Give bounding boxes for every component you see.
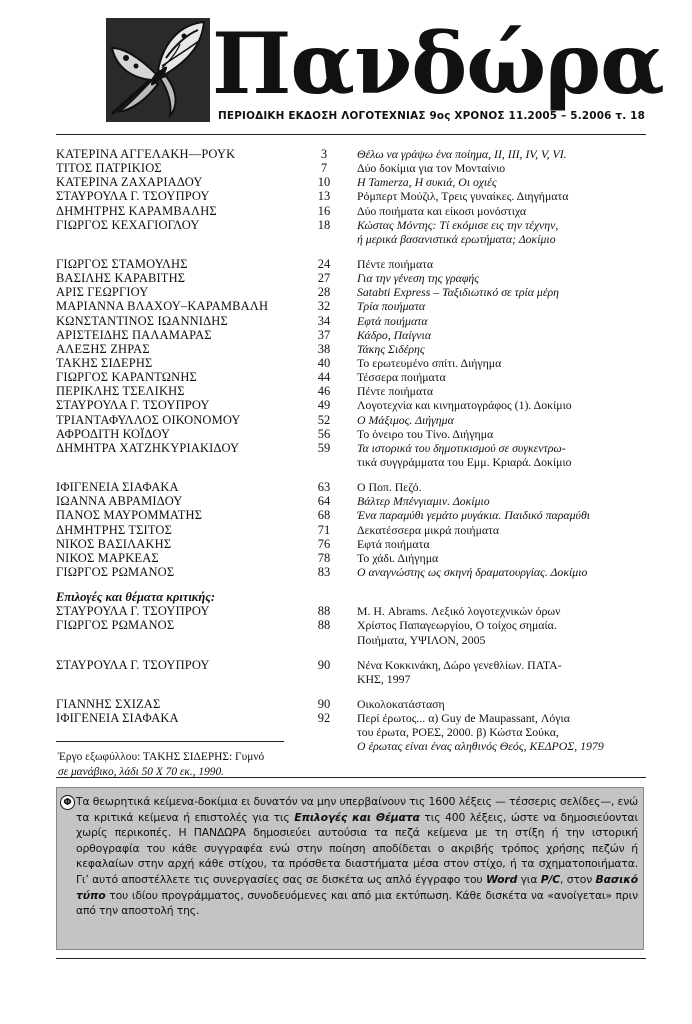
toc-author: ΣΤΑΥΡΟΥΛΑ Γ. ΤΣΟΥΠΡΟΥ	[56, 604, 210, 619]
toc-page-number: 40	[317, 355, 331, 370]
toc-author: ΙΩΑΝΝΑ ΑΒΡΑΜΙΔΟΥ	[56, 494, 183, 509]
toc-title: του έρωτα, ΡΟΕΣ, 2000. β) Κώστα Σούκα,	[357, 725, 559, 740]
notice-top-rule	[56, 777, 646, 778]
toc-entry	[56, 604, 646, 618]
toc-author: ΑΦΡΟΔΙΤΗ ΚΟΪΔΟΥ	[56, 426, 171, 441]
toc-page-number: 76	[317, 536, 331, 551]
toc-title: Δύο δοκίμια για τον Μονταίνιο	[357, 161, 506, 176]
toc-page-number: 63	[317, 480, 331, 495]
toc-title: Δύο ποιήματα και είκοσι μονόστιχα	[357, 203, 527, 218]
cover-credit-line: Έργο εξωφύλλου: ΤΑΚΗΣ ΣΙΔΕΡΗΣ: Γυμνό	[58, 751, 265, 763]
toc-entry	[56, 175, 646, 189]
toc-title: Ο έρωτας είναι ένας αληθινός Θεός, ΚΕΔΡΟΣ, 1979	[357, 739, 604, 754]
toc-entry	[56, 697, 646, 711]
toc-page-number: 90	[317, 696, 331, 711]
toc-entry	[56, 314, 646, 328]
toc-page-number: 88	[317, 618, 331, 633]
toc-entry	[56, 711, 646, 725]
toc-title: Τάκης Σιδέρης	[357, 341, 425, 356]
toc-author: ΙΦΙΓΕΝΕΙΑ ΣΙΑΦΑΚΑ	[56, 480, 179, 495]
toc-title: Θέλω να γράψω ένα ποίημα, ΙΙ, ΙΙΙ, IV, V, VI.	[357, 147, 567, 161]
toc-title: Χρίστος Παπαγεωργίου, Ο τοίχος σημαία.	[357, 618, 557, 633]
toc-title: Εφτά ποιήματα	[357, 313, 428, 328]
toc-author: ΒΑΣΙΛΗΣ ΚΑΡΑΒΙΤΗΣ	[56, 271, 186, 286]
toc-title: Το ερωτευμένο σπίτι. Διήγημα	[357, 355, 502, 370]
toc-entry	[56, 725, 646, 739]
toc-title: Η Tamerza, Η συκιά, Οι οχιές	[357, 175, 497, 190]
toc-entry	[56, 658, 646, 672]
toc-author: ΑΡΙΣ ΓΕΩΡΓΙΟΥ	[56, 285, 149, 300]
toc-title: Κάδρο, Παίγνια	[357, 327, 432, 342]
toc-author: ΓΙΩΡΓΟΣ ΚΑΡΑΝΤΩΝΗΣ	[56, 370, 197, 385]
toc-author: ΤΑΚΗΣ ΣΙΔΕΡΗΣ	[56, 355, 153, 370]
toc-title: Οικολοκατάσταση	[357, 696, 445, 711]
toc-title: Ο Μάξιμος. Διήγημα	[357, 412, 454, 427]
butterfly-icon	[106, 18, 210, 122]
toc-author: ΜΑΡΙΑΝΝΑ ΒΛΑΧΟΥ–ΚΑΡΑΜΒΑΛΗ	[56, 299, 269, 314]
toc-page-number: 18	[317, 217, 331, 232]
toc-entry	[56, 204, 646, 218]
toc-entry	[56, 147, 646, 161]
note-rule	[56, 741, 284, 742]
toc-page-number: 88	[317, 604, 331, 619]
toc-author: ΓΙΩΡΓΟΣ ΡΩΜΑΝΟΣ	[56, 618, 175, 633]
toc-author: ΣΤΑΥΡΟΥΛΑ Γ. ΤΣΟΥΠΡΟΥ	[56, 398, 210, 413]
toc-entry	[56, 232, 646, 246]
toc-page-number: 71	[317, 522, 331, 537]
toc-page-number: 38	[317, 341, 331, 356]
toc-author: ΔΗΜΗΤΡΗΣ ΤΣΙΤΟΣ	[56, 522, 173, 537]
toc-title: Πέντε ποιήματα	[357, 256, 434, 271]
toc-title: Τρία ποιήματα	[357, 299, 426, 314]
toc-entry	[56, 257, 646, 271]
toc-entry	[56, 633, 646, 647]
toc-entry	[56, 285, 646, 299]
toc-author: ΙΦΙΓΕΝΕΙΑ ΣΙΑΦΑΚΑ	[56, 711, 179, 726]
toc-title: τικά συγγράμματα του Εμμ. Κριαρά. Δοκίμιο	[357, 454, 572, 469]
toc-entry	[56, 494, 646, 508]
toc-author: ΤΙΤΟΣ ΠΑΤΡΙΚΙΟΣ	[56, 161, 162, 176]
toc-entry	[56, 342, 646, 356]
toc-page-number: 44	[317, 370, 331, 385]
cover-credit-line: σε μανάβικο, λάδι 50 Χ 70 εκ., 1990.	[58, 766, 225, 778]
toc-entry	[56, 508, 646, 522]
toc-entry	[56, 384, 646, 398]
toc-title: Ο αναγνώστης ως σκηνή δραματουργίας. Δοκίμιο	[357, 564, 588, 579]
toc-entry	[56, 189, 646, 203]
toc-title: Τέσσερα ποιήματα	[357, 370, 446, 385]
top-rule	[56, 134, 646, 135]
toc-author: ΣΤΑΥΡΟΥΛΑ Γ. ΤΣΟΥΠΡΟΥ	[56, 189, 210, 204]
toc-page-number: 64	[317, 494, 331, 509]
toc-author: ΚΑΤΕΡΙΝΑ ΑΓΓΕΛΑΚΗ—ΡΟΥΚ	[56, 147, 236, 161]
toc-title: Δεκατέσσερα μικρά ποιήματα	[357, 522, 500, 537]
toc-title: Ένα παραμύθι γεμάτο μυγάκια. Παιδικό παραμύθι	[357, 508, 591, 523]
toc-title: Ποιήματα, ΥΨΙΛΟΝ, 2005	[357, 632, 486, 647]
toc-page-number: 13	[317, 189, 331, 204]
toc-title: Satabti Express – Ταξιδιωτικό σε τρία μέρη	[357, 285, 559, 300]
toc-page-number: 27	[317, 271, 331, 286]
toc-entry	[56, 398, 646, 412]
table-of-contents	[56, 147, 646, 753]
issue-subtitle: ΠΕΡΙΟΔΙΚΗ ΕΚΔΟΣΗ ΛΟΓΟΤΕΧΝΙΑΣ 9ος ΧΡΟΝΟΣ 11.2005 – 5.2006 τ. 18	[218, 110, 646, 122]
toc-author: ΑΛΕΞΗΣ ΖΗΡΑΣ	[56, 341, 150, 356]
toc-page-number: 92	[317, 711, 331, 726]
journal-title: Πανδώρα	[212, 14, 664, 113]
toc-entry	[56, 480, 646, 494]
toc-page-number: 52	[317, 412, 331, 427]
toc-author: ΑΡΙΣΤΕΙΔΗΣ ΠΑΛΑΜΑΡΑΣ	[56, 327, 212, 342]
toc-page-number: 68	[317, 508, 331, 523]
toc-entry	[56, 441, 646, 455]
toc-entry	[56, 537, 646, 551]
toc-title: ΚΗΣ, 1997	[357, 671, 411, 686]
toc-entry	[56, 551, 646, 565]
toc-author: ΚΩΝΣΤΑΝΤΙΝΟΣ ΙΩΑΝΝΙΔΗΣ	[56, 313, 228, 328]
toc-title: Ο Ποπ. Πεζό.	[357, 480, 422, 495]
toc-page-number: 46	[317, 384, 331, 399]
toc-page-number: 78	[317, 550, 331, 565]
toc-author: ΤΡΙΑΝΤΑΦΥΛΛΟΣ ΟΙΚΟΝΟΜΟΥ	[56, 412, 241, 427]
toc-author: ΣΤΑΥΡΟΥΛΑ Γ. ΤΣΟΥΠΡΟΥ	[56, 657, 210, 672]
toc-entry	[56, 672, 646, 686]
toc-entry	[56, 299, 646, 313]
toc-title: Βάλτερ Μπένγιαμιν. Δοκίμιο	[357, 494, 490, 509]
toc-title: Νένα Κοκκινάκη, Δώρο γενεθλίων. ΠΑΤΑ-	[357, 657, 562, 672]
toc-entry	[56, 328, 646, 342]
toc-entry	[56, 523, 646, 537]
toc-section-heading	[56, 590, 646, 604]
toc-page-number: 28	[317, 285, 331, 300]
toc-author: ΔΗΜΗΤΡΑ ΧΑΤΖΗΚΥΡΙΑΚΙΔΟΥ	[56, 440, 240, 455]
toc-author: ΓΙΩΡΓΟΣ ΚΕΧΑΓΙΟΓΛΟΥ	[56, 217, 200, 232]
section-heading: Επιλογές και θέματα κριτικής:	[56, 590, 216, 605]
toc-entry	[56, 413, 646, 427]
toc-page-number: 32	[317, 299, 331, 314]
toc-title: Κώστας Μόντης: Τί εκόμισε εις την τέχνην,	[357, 217, 559, 232]
toc-title: Το χάδι. Διήγημα	[357, 550, 439, 565]
toc-title: Το όνειρο του Τίνο. Διήγημα	[357, 426, 494, 441]
toc-entry	[56, 565, 646, 579]
toc-title: Μ. Η. Abrams. Λεξικό λογοτεχνικών όρων	[357, 604, 561, 619]
toc-page-number: 37	[317, 327, 331, 342]
toc-entry	[56, 356, 646, 370]
toc-author: ΝΙΚΟΣ ΒΑΣΙΛΑΚΗΣ	[56, 536, 172, 551]
toc-author: ΓΙΑΝΝΗΣ ΣΧΙΖΑΣ	[56, 696, 161, 711]
toc-page-number: 90	[317, 657, 331, 672]
toc-author: ΝΙΚΟΣ ΜΑΡΚΕΑΣ	[56, 550, 159, 565]
toc-page-number: 83	[317, 564, 331, 579]
cover-credit	[58, 750, 298, 780]
toc-author: ΠΕΡΙΚΛΗΣ ΤΣΕΛΙΚΗΣ	[56, 384, 185, 399]
toc-page-number: 56	[317, 426, 331, 441]
toc-entry	[56, 370, 646, 384]
toc-author: ΚΑΤΕΡΙΝΑ ΖΑΧΑΡΙΑΔΟΥ	[56, 175, 203, 190]
toc-page-number: 49	[317, 398, 331, 413]
toc-author: ΓΙΩΡΓΟΣ ΡΩΜΑΝΟΣ	[56, 564, 175, 579]
toc-author: ΠΑΝΟΣ ΜΑΥΡΟΜΜΑΤΗΣ	[56, 508, 203, 523]
submission-notice	[56, 787, 644, 950]
toc-entry	[56, 455, 646, 469]
toc-entry	[56, 218, 646, 232]
toc-entry	[56, 618, 646, 632]
toc-entry	[56, 161, 646, 175]
toc-author: ΔΗΜΗΤΡΗΣ ΚΑΡΑΜΒΑΛΗΣ	[56, 203, 217, 218]
toc-entry	[56, 427, 646, 441]
toc-title: Για την γένεση της γραφής	[357, 271, 480, 286]
bottom-rule	[56, 958, 646, 959]
toc-page-number: 10	[317, 175, 331, 190]
toc-page-number: 34	[317, 313, 331, 328]
notice-text: Τα θεωρητικά κείμενα-δοκίμια ει δυνατόν να μην υπερβαίνουν τις 1600 λέξεις — τέσσερις σελίδες—, ενώ τα κριτικά κείμενα ή επιστολές για τις Επιλογές και Θέματα τις 400 λέξεις, ώστε να δημοσιεύονται χωρίς περικοπές. Η ΠΑΝΔΩΡΑ δημοσιεύει αυτούσια τα πεζά κείμενα με τη στίξη ή την ιστορική ορθογραφία του κάθε συγγραφέα ενώ στην ποίηση αποδίδεται ο ακριβής τρόπος χρήσης πεζών ή κεφαλαίων στην αρχή κάθε στίχου, τα πρόσθετα διαστήματα μέσα στον στίχο, ή τα σχηματοποιήματα. Γι’ αυτό αποστέλλετε τις συνεργασίες σας σε δισκέτα ως απλό έγγραφο του Word για P/C, στον Βασικό τύπο του ιδίου προγράμματος, συνοδευόμενες και από μια εκτύπωση. Κάθε δισκέτα να «ανοίγεται» πριν από την αποστολή της.	[76, 795, 638, 918]
toc-title: ή μερικά βασανιστικά ερωτήματα; Δοκίμιο	[357, 231, 556, 246]
toc-page-number: 59	[317, 440, 331, 455]
toc-page-number: 16	[317, 203, 331, 218]
toc-title: Λογοτεχνία και κινηματογράφος (1). Δοκίμιο	[357, 398, 572, 413]
toc-page-number: 24	[317, 256, 331, 271]
toc-page-number: 7	[320, 161, 328, 176]
toc-entry	[56, 271, 646, 285]
toc-title: Πέντε ποιήματα	[357, 384, 434, 399]
toc-title: Περί έρωτος... α) Guy de Maupassant, Λόγια	[357, 711, 570, 726]
toc-page-number: 3	[320, 147, 328, 161]
toc-title: Εφτά ποιήματα	[357, 536, 430, 551]
pandora-mark-icon: Φ	[60, 795, 75, 810]
toc-title: Τα ιστορικά του δημοτικισμού σε συγκεντρω-	[357, 440, 566, 455]
toc-title: Ρόμπερτ Μούζιλ, Τρεις γυναίκες. Διηγήματα	[357, 189, 569, 204]
toc-author: ΓΙΩΡΓΟΣ ΣΤΑΜΟΥΛΗΣ	[56, 256, 188, 271]
